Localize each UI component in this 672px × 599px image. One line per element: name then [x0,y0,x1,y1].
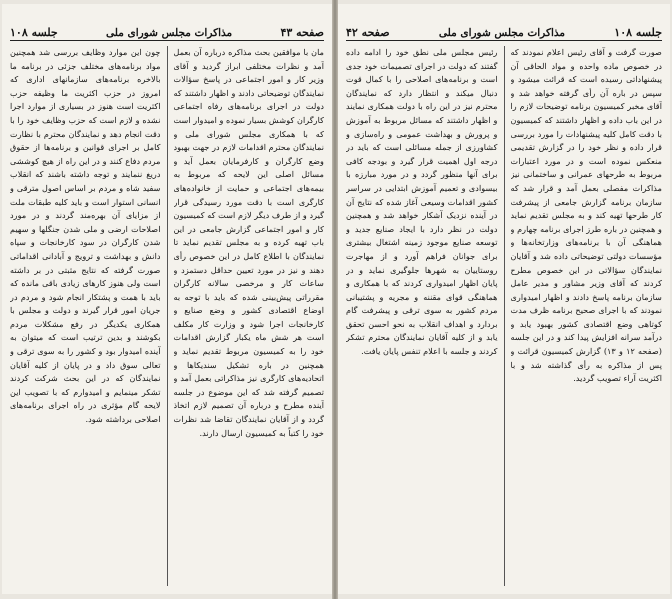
left-page-title: مذاکرات مجلس شورای ملی [106,27,233,39]
right-page [338,4,670,594]
right-page-column-right [511,46,663,586]
left-page-column-right-text: مان با موافقین بحث مذاکره درباره آن بعمل آمد و نظرات مختلفی ابراز گردید و آقای وزیر کار و امور اجتماعی در پاسخ سؤالات نمایندگان توضیحاتی دادند و اظهار داشتند که دولت در اجرای برنامه‌های رفاه اجتماعی کارگران کوشش بسیار نموده و امیدوار است که با همکاری مجلس شورای ملی و نمایندگان محترم اقدامات لازم در جهت بهبود وضع کارگران و کارفرمایان بعمل آید و مسائل اصلی این لایحه که مربوط به بیمه‌های اجتماعی و حمایت از خانواده‌های کارگری است با دقت مورد رسیدگی قرار گیرد و از طرف دیگر لازم است که کمیسیون کار و امور اجتماعی گزارش جامعی در این باب تهیه کرده و به مجلس تقدیم نماید تا نمایندگان با اطلاع کامل در این خصوص رأی دهند و نیز در مورد تعیین حداقل دستمزد و ساعات کار و مرخصی سالانه کارگران مقرراتی پیش‌بینی شده که باید با توجه به اوضاع اقتصادی کشور و وضع صنایع و کارخانجات اجرا شود و وزارت کار مکلف است هر شش ماه یکبار گزارش اقدامات خود را به کمیسیون مربوط تقدیم نماید و همچنین در باره تشکیل سندیکاها و اتحادیه‌های کارگری نیز مذاکراتی بعمل آمد و تصمیم گرفته شد که این موضوع در جلسه آینده مطرح و درباره آن تصمیم لازم اتخاذ گردد و از آقایان نمایندگان تقاضا شد نظرات خود را کتباً به کمیسیون ارسال دارند. [173,47,324,438]
left-page [2,4,332,594]
left-page-number: صفحه ۴۳ [280,26,324,39]
left-page-column-left [10,46,161,586]
right-page-title: مذاکرات مجلس شورای ملی [438,27,566,39]
left-page-column-right [174,46,325,586]
right-page-columns [346,46,662,586]
right-page-column-left-text: رئیس مجلس ملی نطق خود را ادامه داده گفتند که دولت در اجرای تصمیمات خود جدی است و برنامه‌های اصلاحی را با کمال قوت دنبال میکند و انتظار دارد که نمایندگان محترم نیز در این راه با دولت همکاری نمایند و اظهار داشتند که مسائل مربوط به آموزش و پرورش و بهداشت عمومی و راه‌سازی و کشاورزی از جمله مسائلی است که باید در درجه اول اهمیت قرار گیرد و بودجه کافی برای آنها منظور گردد و در مورد مبارزه با بیسوادی و تعمیم آموزش ابتدایی در سراسر کشور اقدامات وسیعی آغاز شده که نتایج آن در آینده نزدیک آشکار خواهد شد و همچنین دولت در نظر دارد با ایجاد صنایع جدید و توسعه صنایع موجود زمینه اشتغال بیشتری برای جوانان فراهم آورد و از مهاجرت روستاییان به شهرها جلوگیری نماید و در پایان اظهار امیدواری کردند که با همکاری و هماهنگی قوای مقننه و مجریه و پشتیبانی مردم کشور به سوی ترقی و پیشرفت گام بردارد و اهداف انقلاب به نحو احسن تحقق یابد و از کلیه آقایان نمایندگان محترم تشکر کردند و جلسه با اعلام تنفس پایان یافت. [346,47,498,357]
left-column-divider [167,46,168,586]
right-page-header [346,24,662,41]
left-page-column-left-text: چون این موارد وظایف بررسی شد همچنین مواد برنامه‌های مختلف جزئی در برنامه ما بالاخره برنامه‌های سازمانهای اداری که امروز در حزب اکثریت ما وظیفه حزب اکثریت است هنوز در بسیاری از موارد اجرا نشده و لازم است که حزب وظایف خود را با دقت انجام دهد و نمایندگان محترم با نظارت کامل بر اجرای قوانین و برنامه‌ها از حقوق مردم دفاع کنند و در این راه از هیچ کوششی دریغ ننمایند و توجه داشته باشند که انقلاب سفید شاه و مردم بر اساس اصول مترقی و انسانی استوار است و باید کلیه طبقات ملت از مزایای آن بهره‌مند گردند و در مورد اصلاحات ارضی و ملی شدن جنگلها و سهیم شدن کارگران در سود کارخانجات و سپاه دانش و بهداشت و ترویج و آبادانی اقداماتی صورت گرفته که نتایج مثبتی در بر داشته است ولی هنوز کارهای زیادی باقی مانده که باید با همت و پشتکار انجام شود و مردم در جریان امور قرار گیرند و دولت و مجلس با همکاری یکدیگر در رفع مشکلات مردم بکوشند و بدین ترتیب است که میتوان به آینده امیدوار بود و کشور را به سوی ترقی و تعالی سوق داد و در پایان از کلیه آقایان نمایندگان که در این بحث شرکت کردند تشکر مینمایم و امیدوارم که با تصویب این لایحه گام مؤثری در راه اجرای برنامه‌های اصلاحی برداشته شود. [10,47,161,425]
left-page-header [10,24,324,41]
left-page-columns [10,46,324,586]
right-page-column-right-text: صورت گرفت و آقای رئیس اعلام نمودند که در خصوص ماده واحده و مواد الحاقی آن پیشنهاداتی رسیده است که قرائت میشود و سپس در باره آن رأی گرفته خواهد شد و آقای مخبر کمیسیون برنامه توضیحات لازم را در این باب داده و اظهار داشتند که کمیسیون با دقت کامل کلیه پیشنهادات را مورد بررسی قرار داده و نظر خود را در گزارش تقدیمی منعکس نموده است و در مورد اعتبارات مربوط به طرحهای عمرانی و ساختمانی نیز مذاکرات مفصلی بعمل آمد و قرار شد که سازمان برنامه گزارش جامعی از پیشرفت کار طرحها تهیه کند و به مجلس تقدیم نماید و همچنین در باره طرز اجرای برنامه چهارم و هماهنگی آن با برنامه‌های وزارتخانه‌ها و مؤسسات دولتی توضیحاتی داده شد و آقایان نمایندگان سؤالاتی در این خصوص مطرح کردند که آقای وزیر مشاور و مدیر عامل سازمان برنامه پاسخ دادند و اظهار امیدواری نمودند که با اجرای صحیح برنامه ظرف مدت کوتاهی وضع اقتصادی کشور بهبود یابد و درآمد سرانه افزایش پیدا کند و در این جلسه (صفحه ۱۲ و ۱۳) گزارش کمیسیون قرائت و پس از مذاکره به رأی گذاشته شد و با اکثریت آراء تصویب گردید. [510,47,662,384]
right-page-column-left [346,46,498,586]
left-session-label: جلسه ۱۰۸ [10,26,58,39]
right-session-label: جلسه ۱۰۸ [614,26,662,39]
right-column-divider [504,46,505,586]
right-page-number: صفحه ۴۲ [346,26,390,39]
